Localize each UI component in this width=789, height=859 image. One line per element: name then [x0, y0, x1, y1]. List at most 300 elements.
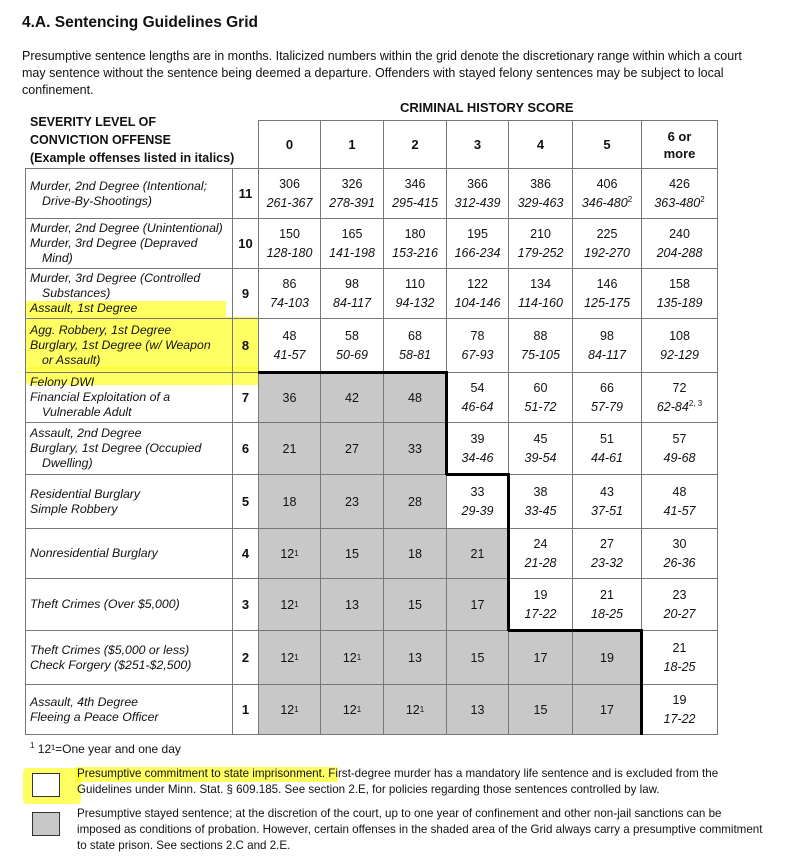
grid-cell: [258, 578, 321, 631]
cell-content: [259, 475, 320, 528]
discretionary-range: 21-28: [524, 555, 557, 570]
grid-cell: [258, 528, 321, 579]
cell-range-line: [396, 294, 435, 313]
severity-heading: [30, 113, 234, 167]
presumptive-duration: 72: [672, 380, 687, 395]
cell-value-line: [408, 327, 422, 346]
severity-level: 1: [232, 684, 259, 735]
cell-content: [642, 529, 717, 578]
offense-examples: [25, 474, 233, 529]
grid-cell: [508, 372, 573, 423]
discretionary-range: 34-46: [461, 450, 494, 465]
severity-level: 7: [232, 372, 259, 423]
cell-content: [509, 685, 572, 734]
discretionary-range: 114-160: [518, 295, 563, 310]
discretionary-range: 33-45: [524, 503, 557, 518]
footnote: $^1$ 12¹=One year and one day: [30, 741, 181, 756]
grid-cell: [320, 218, 384, 269]
discretionary-range: 18-25: [591, 606, 623, 621]
cell-content: [384, 319, 446, 372]
grid-cell: [383, 528, 447, 579]
cell-value-line: [283, 275, 297, 294]
cell-value-line: [534, 483, 548, 502]
offense-line: Vulnerable Adult: [42, 405, 132, 419]
offense-line: Theft Crimes (Over $5,000): [30, 597, 180, 611]
cell-range-line: [591, 502, 623, 521]
offense-line: Check Forgery ($251-$2,500): [30, 657, 192, 672]
grid-cell: [258, 684, 321, 735]
grid-cell: [641, 422, 718, 475]
grid-cell: [383, 268, 447, 319]
cell-value-line: [669, 175, 690, 194]
grid-cell: [641, 528, 718, 579]
grid-cell: [383, 474, 447, 529]
presumptive-duration: 134: [530, 276, 551, 291]
severity-level: 10: [232, 218, 259, 269]
grid-cell: [446, 528, 509, 579]
legend-shaded-swatch: [32, 812, 60, 836]
column-header: 2: [383, 120, 447, 169]
presumptive-duration: 21: [282, 441, 297, 456]
severity-level: 5: [232, 474, 259, 529]
cell-content: [259, 373, 320, 422]
cell-content: [573, 529, 641, 578]
offense-examples: [25, 528, 233, 579]
cell-content: [573, 219, 641, 268]
grid-cell: [641, 318, 718, 373]
cell-value-line: [673, 535, 687, 554]
presumptive-duration: 24: [533, 536, 548, 551]
offense-examples: [25, 684, 233, 735]
grid-cell: [320, 630, 384, 685]
cell-value-line: [597, 275, 618, 294]
grid-cell: [446, 474, 509, 529]
grid-cell: [383, 318, 447, 373]
cell-content: [509, 423, 572, 474]
cell-content: [573, 373, 641, 422]
cell-range-line: [333, 294, 371, 313]
severity-level: 6: [232, 422, 259, 475]
footnote-ref: 2, 3: [688, 398, 703, 408]
page-title: 4.A. Sentencing Guidelines Grid: [22, 14, 258, 31]
cell-content: [509, 269, 572, 318]
offense-line: Drive-By-Shootings): [42, 193, 153, 208]
presumptive-duration: 426: [669, 176, 690, 191]
cell-range-line: [664, 502, 696, 521]
cell-content: [321, 169, 383, 218]
grid-cell: [446, 318, 509, 373]
cell-content: [642, 423, 717, 474]
cell-value-line: [597, 175, 618, 194]
grid-cell: [641, 168, 718, 219]
grid-cell: [641, 684, 718, 735]
cell-content: [573, 579, 641, 630]
cell-value-line: [405, 275, 425, 294]
cell-content: [573, 475, 641, 528]
cell-value-line: [669, 327, 690, 346]
cell-value-line: [597, 225, 618, 244]
presumptive-duration: 43: [600, 484, 614, 499]
discretionary-range: 46-64: [461, 399, 494, 414]
cell-range-line: [329, 194, 375, 213]
cell-range-line: [525, 605, 557, 624]
offense-line: Substances): [42, 286, 111, 300]
presumptive-duration: 33: [470, 484, 485, 499]
presumptive-duration: 28: [408, 494, 422, 509]
cell-content: [447, 169, 508, 218]
presumptive-duration: 30: [672, 536, 687, 551]
discretionary-range: 41-57: [273, 347, 306, 362]
cell-range-line: [270, 294, 309, 313]
cell-content: 12 1: [280, 546, 299, 561]
offense-line: Mind): [42, 251, 73, 265]
grid-cell: [508, 630, 573, 685]
grid-cell: [508, 684, 573, 735]
offense-line: Financial Exploitation of a: [30, 390, 171, 404]
grid-cell: [320, 684, 384, 735]
grid-cell: [572, 630, 642, 685]
presumptive-duration: 366: [467, 176, 488, 191]
presumptive-duration: 13: [408, 650, 422, 665]
discretionary-range: 125-175: [584, 295, 630, 310]
grid-cell: [446, 372, 509, 423]
cell-range-line: [455, 294, 501, 313]
offense-line: Dwelling): [42, 456, 93, 470]
grid-cell: [641, 578, 718, 631]
presumptive-duration: 150: [279, 226, 300, 241]
cell-value-line: [345, 327, 359, 346]
cell-content: [321, 475, 383, 528]
cell-content: [447, 423, 508, 474]
discretionary-range: 17-22: [524, 606, 557, 621]
grid-cell: [258, 218, 321, 269]
cell-value-line: [471, 430, 485, 449]
cell-value-line: [669, 275, 690, 294]
cell-value-line: [467, 275, 488, 294]
cell-content: [642, 579, 717, 630]
column-header: 4: [508, 120, 573, 169]
cell-content: [509, 373, 572, 422]
grid-cell: [383, 168, 447, 219]
cell-content: [321, 269, 383, 318]
cell-value-line: [279, 175, 300, 194]
cell-content: [642, 269, 717, 318]
cell-value-line: [342, 175, 363, 194]
cell-value-line: [405, 225, 426, 244]
grid-cell: [572, 318, 642, 373]
disposition-line: [445, 371, 448, 475]
offense-examples: [25, 168, 233, 219]
presumptive-duration: 19: [533, 587, 548, 602]
offense-line: Assault, 4th Degree: [30, 694, 139, 709]
cell-range-line: [462, 346, 494, 365]
cell-value-line: [673, 483, 687, 502]
cell-value-line: [673, 379, 687, 398]
presumptive-duration: 66: [600, 380, 614, 395]
discretionary-range: 166-234: [454, 245, 501, 260]
grid-cell: [572, 684, 642, 735]
grid-cell: [508, 318, 573, 373]
cell-range-line: [591, 398, 623, 417]
cell-content: [573, 169, 641, 218]
offense-line: Assault, 1st Degree: [30, 301, 138, 315]
cell-content: [384, 269, 446, 318]
presumptive-duration: 17: [600, 702, 614, 717]
cell-content: [509, 579, 572, 630]
cell-range-line: [525, 502, 557, 521]
offense-examples: [25, 218, 233, 269]
presumptive-duration: 45: [533, 431, 548, 446]
cell-range-line: [455, 194, 501, 213]
offense-line: Residential Burglary: [30, 486, 141, 501]
cell-content: [642, 373, 717, 422]
cell-value-line: [405, 175, 426, 194]
cell-content: [384, 423, 446, 474]
cell-content: [384, 475, 446, 528]
discretionary-range: 58-81: [399, 347, 431, 362]
disposition-line: [640, 629, 643, 735]
cell-value-line: [342, 225, 363, 244]
presumptive-duration: 15: [408, 597, 422, 612]
cell-content: 12 1: [342, 702, 362, 717]
cell-content: [642, 475, 717, 528]
presumptive-duration: 54: [470, 380, 485, 395]
cell-range-line: [657, 244, 703, 263]
presumptive-duration: 13: [345, 597, 359, 612]
cell-value-line: [283, 327, 297, 346]
discretionary-range: 37-51: [591, 503, 623, 518]
grid-cell: [258, 268, 321, 319]
discretionary-range: 128-180: [266, 245, 313, 260]
presumptive-duration: 146: [596, 276, 618, 291]
discretionary-range: 312-439: [454, 195, 501, 210]
presumptive-duration: 13: [470, 702, 485, 717]
grid-cell: [320, 318, 384, 373]
discretionary-range: 153-216: [392, 245, 438, 260]
presumptive-duration: 68: [408, 328, 422, 343]
offense-examples: [25, 372, 233, 423]
cell-content: [321, 529, 383, 578]
presumptive-duration: 158: [669, 276, 690, 291]
cell-value-line: [534, 586, 548, 605]
presumptive-duration: 27: [600, 536, 614, 551]
offense-examples: [25, 268, 233, 319]
discretionary-range: 39-54: [524, 450, 557, 465]
cell-content: [509, 169, 572, 218]
presumptive-duration: 15: [533, 702, 548, 717]
grid-cell: [641, 268, 718, 319]
cell-range-line: [267, 194, 313, 213]
grid-cell: [508, 528, 573, 579]
cell-content: [447, 475, 508, 528]
cell-range-line: [654, 194, 704, 213]
presumptive-duration: 17: [470, 597, 485, 612]
presumptive-duration: 23: [672, 587, 687, 602]
cell-content: [447, 579, 508, 630]
cell-content: [573, 423, 641, 474]
presumptive-duration: 19: [600, 650, 614, 665]
cell-value-line: [600, 327, 614, 346]
presumptive-duration: 110: [405, 276, 425, 291]
severity-level: 9: [232, 268, 259, 319]
cell-content: [321, 579, 383, 630]
cell-content: [509, 631, 572, 684]
presumptive-duration: 21: [600, 587, 614, 602]
cell-value-line: [669, 225, 690, 244]
discretionary-range: 17-22: [663, 711, 696, 726]
grid-cell: [258, 318, 321, 373]
discretionary-range: 84-117: [333, 295, 371, 310]
severity-heading-line: SEVERITY LEVEL OF: [30, 115, 156, 129]
presumptive-duration: 57: [672, 431, 687, 446]
cell-content: [384, 169, 446, 218]
discretionary-range: 329-463: [517, 195, 564, 210]
grid-cell: [572, 268, 642, 319]
legend-unshaded-swatch: [32, 773, 60, 797]
discretionary-range: 75-105: [521, 347, 560, 362]
presumptive-duration: 23: [345, 494, 359, 509]
disposition-line: [508, 629, 643, 632]
cell-range-line: [591, 605, 623, 624]
discretionary-range: 74-103: [270, 295, 309, 310]
cell-range-line: [267, 244, 313, 263]
severity-heading-line: (Example offenses listed in italics): [30, 151, 235, 165]
grid-cell: [572, 422, 642, 475]
intro-paragraph: Presumptive sentence lengths are in months. Italicized numbers within the grid denote the discretionary range within which a court may sentence without the sentence being deemed a departure. Offenders with stayed felony sentences may be subject to local confinement.: [22, 49, 742, 97]
grid-cell: [446, 630, 509, 685]
cell-content: [447, 631, 508, 684]
presumptive-duration: 12: [280, 546, 295, 561]
legend-commitment-highlight: Presumptive commitment to state imprisonment.: [77, 767, 326, 780]
offense-line: Murder, 3rd Degree (Depraved: [30, 236, 198, 250]
discretionary-range: 29-39: [461, 503, 494, 518]
grid-cell: [320, 268, 384, 319]
presumptive-duration: 78: [470, 328, 485, 343]
severity-level: 2: [232, 630, 259, 685]
cell-value-line: [534, 327, 548, 346]
cell-content: [259, 319, 320, 372]
cell-content: [321, 373, 383, 422]
presumptive-duration: 48: [672, 484, 687, 499]
cell-range-line: [664, 658, 696, 677]
presumptive-duration: 38: [533, 484, 548, 499]
cell-value-line: [600, 430, 614, 449]
cell-range-line: [582, 194, 632, 213]
presumptive-duration: 48: [282, 328, 297, 343]
cell-range-line: [462, 449, 494, 468]
cell-content: [573, 631, 641, 684]
cell-content: [384, 631, 446, 684]
cell-content: [447, 219, 508, 268]
offense-examples: [25, 422, 233, 475]
cell-range-line: [664, 449, 696, 468]
grid-cell: [508, 218, 573, 269]
cell-value-line: [471, 483, 485, 502]
cell-range-line: [591, 449, 623, 468]
cell-content: [447, 269, 508, 318]
presumptive-duration: 60: [533, 380, 548, 395]
cell-range-line: [274, 346, 306, 365]
disposition-line: [258, 371, 448, 374]
cell-content: [384, 579, 446, 630]
grid-cell: [641, 218, 718, 269]
cell-value-line: [534, 535, 548, 554]
cell-content: 12 1: [405, 702, 425, 717]
cell-content: [509, 475, 572, 528]
cell-range-line: [392, 194, 438, 213]
cell-value-line: [673, 586, 687, 605]
cell-content: [642, 319, 717, 372]
grid-cell: [508, 168, 573, 219]
offense-line: Nonresidential Burglary: [30, 546, 158, 560]
cell-content: 12 1: [280, 597, 299, 612]
grid-cell: [572, 168, 642, 219]
presumptive-duration: 12: [342, 702, 357, 717]
cell-value-line: [600, 535, 614, 554]
offense-line: Agg. Robbery, 1st Degree: [30, 323, 172, 337]
offense-examples: [25, 630, 233, 685]
presumptive-duration: 17: [533, 650, 548, 665]
presumptive-duration: 48: [408, 390, 422, 405]
cell-range-line: [329, 244, 375, 263]
presumptive-duration: 36: [282, 390, 297, 405]
presumptive-duration: 18: [282, 494, 297, 509]
disposition-line: [507, 473, 510, 631]
cell-range-line: [462, 398, 494, 417]
discretionary-range: 104-146: [454, 295, 501, 310]
cell-range-line: [664, 554, 696, 573]
cell-content: [384, 529, 446, 578]
cell-content: [259, 423, 320, 474]
cell-value-line: [673, 639, 687, 658]
presumptive-duration: 21: [672, 640, 687, 655]
presumptive-duration: 306: [279, 176, 300, 191]
cell-range-line: [664, 710, 696, 729]
discretionary-range: 135-189: [656, 295, 703, 310]
cell-value-line: [471, 379, 485, 398]
cell-range-line: [521, 346, 560, 365]
presumptive-duration: 15: [345, 546, 359, 561]
discretionary-range: 44-61: [591, 450, 623, 465]
cell-content: [259, 269, 320, 318]
presumptive-duration: 27: [345, 441, 359, 456]
offense-line: Simple Robbery: [30, 501, 118, 516]
cell-range-line: [518, 244, 564, 263]
presumptive-duration: 51: [600, 431, 614, 446]
cell-content: [259, 219, 320, 268]
cell-range-line: [399, 346, 431, 365]
grid-cell: [258, 168, 321, 219]
grid-cell: [572, 372, 642, 423]
cell-content: [259, 169, 320, 218]
cell-content: [321, 219, 383, 268]
grid-cell: [383, 372, 447, 423]
grid-cell: [320, 422, 384, 475]
presumptive-duration: 12: [280, 597, 295, 612]
grid-cell: [641, 630, 718, 685]
cell-value-line: [534, 430, 548, 449]
cell-range-line: [584, 294, 630, 313]
presumptive-duration: 39: [470, 431, 485, 446]
cell-content: [642, 685, 717, 734]
severity-level: 11: [232, 168, 259, 219]
grid-cell: [508, 578, 573, 631]
cell-range-line: [588, 346, 626, 365]
discretionary-range: 204-288: [656, 245, 703, 260]
presumptive-duration: 12: [280, 702, 295, 717]
offense-examples: [25, 578, 233, 631]
cell-content: [573, 269, 641, 318]
